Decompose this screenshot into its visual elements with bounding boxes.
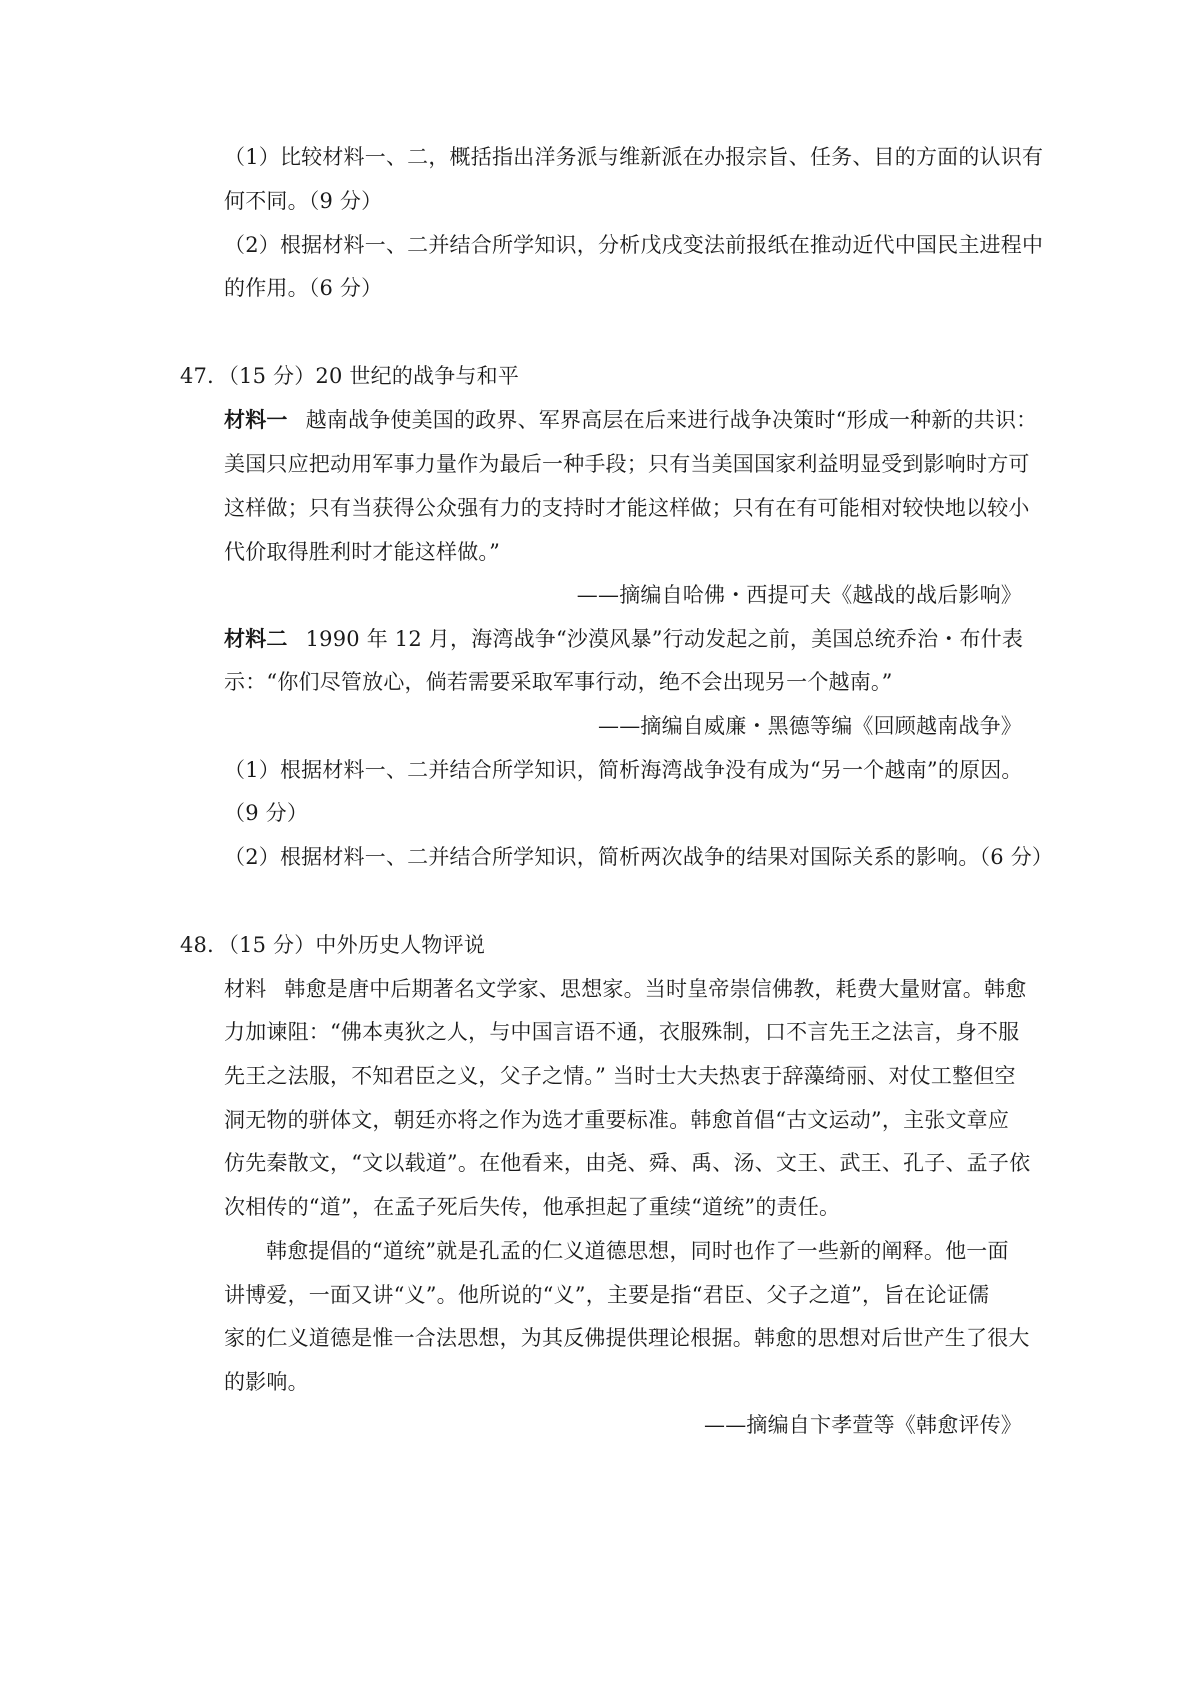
q47-heading: 47．（15 分）20 世纪的战争与和平 xyxy=(180,364,520,388)
q47-sub2-line1: （2）根据材料一、二并结合所学知识，简析两次战争的结果对国际关系的影响。（6 分） xyxy=(224,845,1054,869)
q47-material1-line2: 美国只应把动用军事力量作为最后一种手段；只有当美国国家利益明显受到影响时方可 xyxy=(224,452,1030,476)
q48-para1-line5: 仿先秦散文，“文以载道”。在他看来，由尧、舜、禹、汤、文王、武王、孔子、孟子依 xyxy=(224,1151,1031,1175)
q48-para1-line6: 次相传的“道”，在孟子死后失传，他承担起了重续“道统”的责任。 xyxy=(224,1195,841,1219)
q48-para1-line1 xyxy=(224,974,1026,1004)
q48-para2-line4: 的影响。 xyxy=(224,1370,309,1394)
q48-para1-line2: 力加谏阻：“佛本夷狄之人，与中国言语不通，衣服殊制，口不言先王之法言，身不服 xyxy=(224,1020,1020,1044)
q47-material2-label: 材料二 xyxy=(224,626,288,651)
q48-para2-line1: 韩愈提倡的“道统”就是孔孟的仁义道德思想，同时也作了一些新的阐释。他一面 xyxy=(266,1239,1009,1263)
q46-sub1-line1: （1）比较材料一、二，概括指出洋务派与维新派在办报宗旨、任务、目的方面的认识有 xyxy=(224,145,1044,169)
q47-sub1-line1: （1）根据材料一、二并结合所学知识，简析海湾战争没有成为“另一个越南”的原因。 xyxy=(224,758,1023,782)
q48-material-label: 材料 xyxy=(224,977,267,1001)
q47-material2-line1 xyxy=(224,624,1023,654)
q47-sub1-line2: （9 分） xyxy=(224,801,309,825)
q47-material2-source: ——摘编自威廉・黑德等编《回顾越南战争》 xyxy=(598,714,1022,738)
q47-material2-text: 1990 年 12 月，海湾战争“沙漠风暴”行动发起之前，美国总统乔治・布什表 xyxy=(305,627,1024,651)
q46-sub1-line2: 何不同。（9 分） xyxy=(224,189,383,213)
q47-material1-line1 xyxy=(224,405,1037,435)
q48-para1-line3: 先王之法服，不知君臣之义，父子之情。” 当时士大夫热衷于辞藻绮丽、对仗工整但空 xyxy=(224,1064,1016,1088)
q46-sub2-line1: （2）根据材料一、二并结合所学知识，分析戊戌变法前报纸在推动近代中国民主进程中 xyxy=(224,233,1044,257)
q48-para1-line4: 洞无物的骈体文，朝廷亦将之作为选才重要标准。韩愈首倡“古文运动”，主张文章应 xyxy=(224,1108,1010,1132)
q48-para2-line2: 讲博爱，一面又讲“义”。他所说的“义”，主要是指“君臣、父子之道”，旨在论证儒 xyxy=(224,1283,990,1307)
q47-material1-source: ——摘编自哈佛・西提可夫《越战的战后影响》 xyxy=(576,583,1022,607)
q46-sub2-line2: 的作用。（6 分） xyxy=(224,276,383,300)
q47-material2-line2: 示：“你们尽管放心，倘若需要采取军事行动，绝不会出现另一个越南。” xyxy=(224,670,893,694)
q48-para1-text: 韩愈是唐中后期著名文学家、思想家。当时皇帝崇信佛教，耗费大量财富。韩愈 xyxy=(284,977,1027,1001)
q48-material-source: ——摘编自卞孝萱等《韩愈评传》 xyxy=(704,1413,1022,1437)
q48-para2-line3: 家的仁义道德是惟一合法思想，为其反佛提供理论根据。韩愈的思想对后世产生了很大 xyxy=(224,1326,1030,1350)
q47-material1-line3: 这样做；只有当获得公众强有力的支持时才能这样做；只有在有可能相对较快地以较小 xyxy=(224,496,1030,520)
q48-heading: 48．（15 分）中外历史人物评说 xyxy=(180,933,486,957)
q47-material1-text: 越南战争使美国的政界、军界高层在后来进行战争决策时“形成一种新的共识： xyxy=(305,408,1038,432)
q47-material1-line4: 代价取得胜利时才能这样做。” xyxy=(224,540,501,564)
q47-material1-label: 材料一 xyxy=(224,407,288,432)
